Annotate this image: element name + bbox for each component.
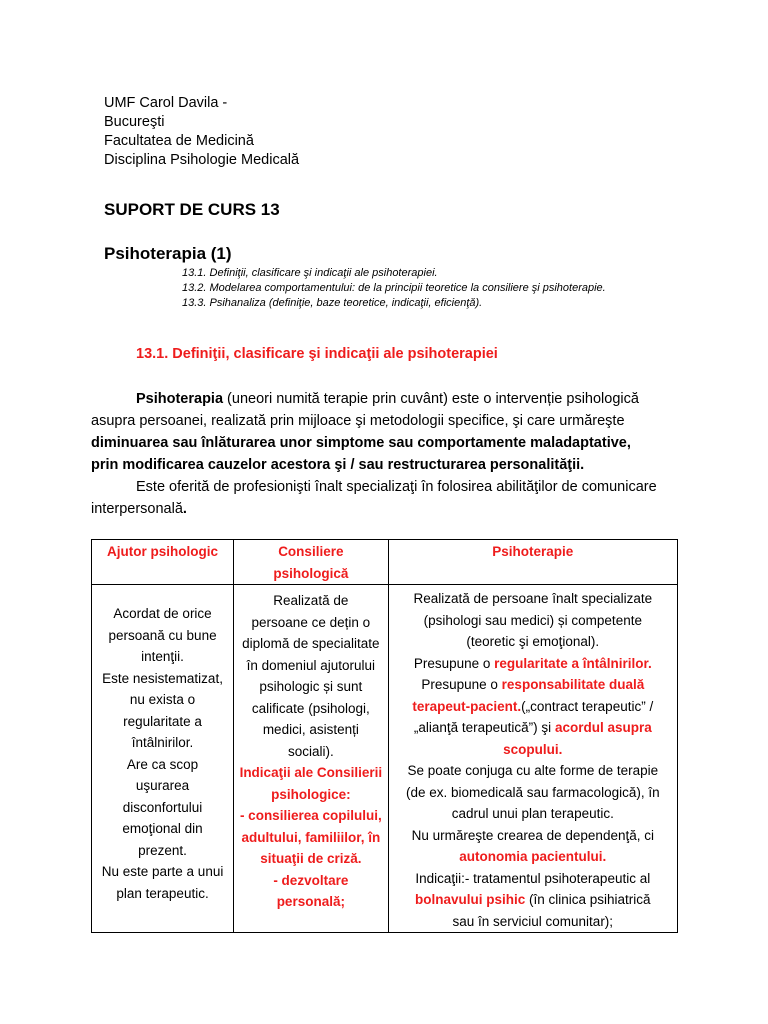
header-line: Facultatea de Medicină: [104, 133, 254, 149]
paragraph-line: prin modificarea cauzelor acestora şi / sau restructurarea personalităţii.: [91, 457, 585, 473]
header-consiliere: Consiliere psihologică: [234, 540, 388, 585]
paragraph-line: Psihoterapia (uneori numită terapie prin cuvânt) este o intervenție psihologică: [136, 391, 639, 407]
paragraph-line: interpersonală.: [91, 501, 187, 517]
section-heading: 13.1. Definiţii, clasificare şi indicaţii ale psihoterapiei: [136, 346, 498, 362]
header-line: UMF Carol Davila -: [104, 95, 228, 111]
part-title: Psihoterapia (1): [104, 244, 232, 263]
table-header-row: [92, 540, 678, 585]
paragraph-line: diminuarea sau înlăturarea unor simptome sau comportamente maladaptative,: [91, 435, 631, 451]
table-row: [92, 585, 678, 933]
cell-ajutor: Acordat de orice persoană cu bune intenţii. Este nesistematizat, nu exista o regularitate a întâlnirilor. Are ca scop uşurarea disconfortului emoţional din prezent. Nu este parte a unui plan terapeutic.: [92, 585, 234, 933]
header-psihoterapie: Psihoterapie: [388, 540, 677, 585]
paragraph-line: asupra persoanei, realizată prin mijloace şi metodologii specifice, şi care urmăreşte: [91, 413, 625, 429]
institution-header: [104, 94, 299, 170]
intro-paragraph: [91, 388, 681, 520]
course-title: SUPORT DE CURS 13: [104, 200, 280, 219]
paragraph-line: Este oferită de profesionişti înalt specializaţi în folosirea abilităţilor de comunicare: [136, 479, 657, 495]
header-ajutor: Ajutor psihologic: [92, 540, 234, 585]
header-line: Disciplina Psihologie Medicală: [104, 152, 300, 168]
table-of-contents: [182, 266, 606, 311]
cell-consiliere: Realizată de persoane ce dețin o diplomă de specialitate în domeniul ajutorului psihologic și sunt calificate (psihologi, medici, asistenți sociali). Indicaţii ale Consilierii psihologice: - consilierea copilului, adultului, familiilor, în situaţii de criză. - dezvoltare personală;: [234, 585, 388, 933]
header-line: Bucureşti: [104, 114, 165, 130]
toc-item: 13.1. Definiţii, clasificare şi indicaţii ale psihoterapiei.: [182, 267, 438, 279]
term-psihoterapia: Psihoterapia: [136, 391, 224, 407]
toc-item: 13.3. Psihanaliza (definiţie, baze teoretice, indicaţii, eficienţă).: [182, 297, 483, 309]
cell-psihoterapie: Realizată de persoane înalt specializate (psihologi sau medici) și competente (teoretic şi emoţional). Presupune o regularitate a întâlnirilor. Presupune o responsabilitate duală terapeut-pacient.(„contract terapeutic” / „alianţă terapeutică”) şi acordul asupra scopului. Se poate conjuga cu alte forme de terapie (de ex. biomedicală sau farmacologică), în cadrul unui plan terapeutic. Nu urmăreşte crearea de dependenţă, ci autonomia pacientului. Indicaţii:- tratamentul psihoterapeutic al bolnavului psihic (în clinica psihiatrică sau în serviciul comunitar);: [388, 585, 677, 933]
toc-item: 13.2. Modelarea comportamentului: de la principii teoretice la consiliere şi psihoterapie.: [182, 282, 606, 294]
comparison-table: [91, 539, 678, 933]
